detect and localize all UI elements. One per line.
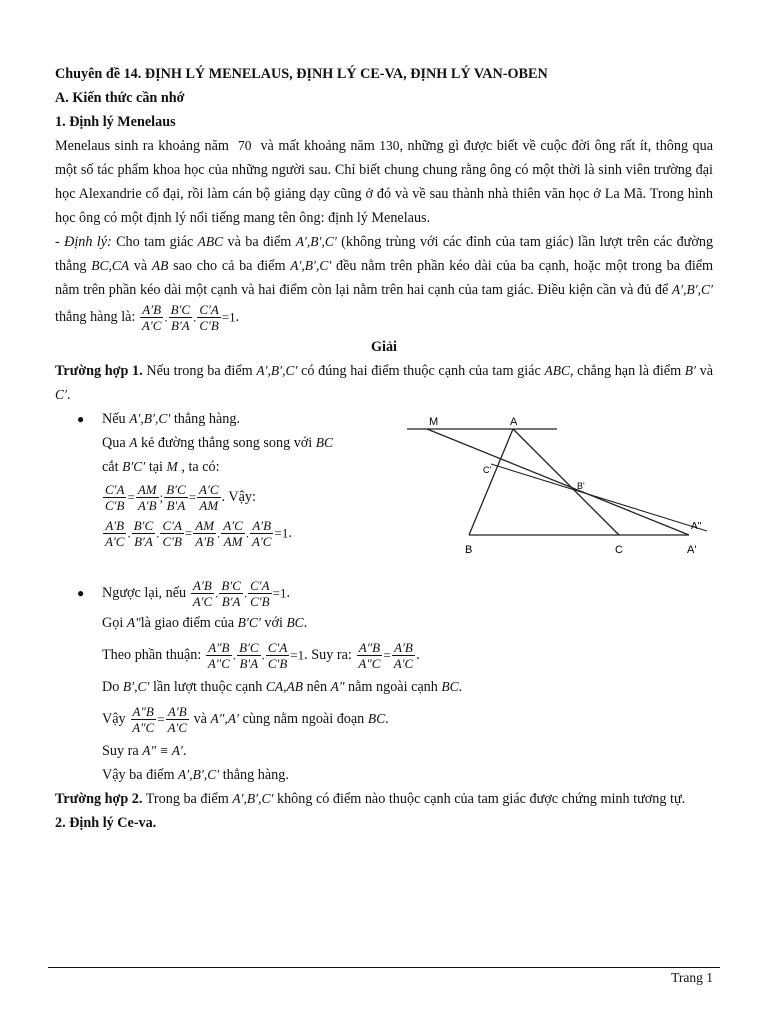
same-side-line: Vậy $\frac{A''B}{A''C}$ = $\frac{A'B}{A'C}$ và A″,A′ cùng nằm ngoài đoạn BC. [102, 704, 389, 736]
label-bp: B' [577, 481, 585, 491]
side-ac [513, 429, 619, 535]
label-c: C [615, 544, 623, 556]
bullet-icon: ● [77, 586, 85, 600]
label-b: B [465, 544, 473, 556]
side-ab [469, 429, 513, 535]
bullet-forward: ● Nếu A′,B′,C′ thẳng hàng. [55, 407, 385, 431]
bullet-icon: ● [77, 412, 85, 426]
theorem-paragraph: - Định lý: Cho tam giác ABC và ba điểm A′,B′,C′ (không trùng với các đỉnh của tam giác) lần lượt trên các đường thẳng BC,CA và AB sao cho cả ba điểm A′,B′,C′ đều nằm trên phần kéo dài của ba cạnh, hoặc một trong ba điểm nằm trên phần kéo dài một cạnh và hai điểm còn lại nằm trên hai cạnh của tam giác. Điều kiện cần và đủ để A′,B′,C′ thẳng hàng là: $\frac{A'B}{A'C}$ . $\frac{B'C}{B'A}$ . $\frac{C'A}{C'B}$ =1. [55, 234, 714, 333]
document-page [55, 62, 713, 835]
proof-column [55, 407, 385, 551]
title: Chuyên đề 14. ĐỊNH LÝ MENELAUS, ĐỊNH LÝ CE-VA, ĐỊNH LÝ VAN-OBEN [55, 66, 548, 82]
footer-divider [48, 967, 720, 968]
case1-block [55, 407, 713, 743]
section-1-heading: 1. Định lý Menelaus [55, 114, 176, 130]
position-line: Do B′,C′ lần lượt thuộc cạnh CA,AB nên A″ nằm ngoài cạnh BC. [102, 679, 463, 695]
frac-apb-apc: $\frac{A'B}{A'C}$ [141, 302, 162, 333]
case1-paragraph: Trường hợp 1. Nếu trong ba điểm A′,B′,C′ có đúng hai điểm thuộc cạnh của tam giác ABC, chẳng hạn là điểm B′ và C′. [55, 363, 714, 403]
ratio-equation: $\frac{C'A}{C'B}$ = $\frac{AM}{A'B}$ ; $\frac{B'C}{B'A}$ = $\frac{A'C}{AM}$ . Vậy: [105, 482, 256, 514]
menelaus-figure [407, 415, 717, 565]
label-app: A'' [691, 521, 702, 532]
transversal [427, 429, 689, 535]
label-m: M [429, 416, 439, 428]
solution-heading: Giải [370, 339, 397, 355]
line-cpbp [491, 464, 707, 531]
define-app-line: Gọi A″là giao điểm của B′C′ với BC. [102, 615, 308, 631]
forward-result-line: Theo phần thuận: $\frac{A''B}{A''C}$ . $\frac{B'C}{B'A}$ . $\frac{C'A}{C'B}$ =1. Suy ra: $\frac{A''B}{A''C}$ = $\frac{A'B}{A'C}$ . [102, 640, 420, 672]
conclusion-line: Vậy ba điểm A′,B′,C′ thẳng hàng. [102, 767, 289, 783]
section-2-heading: 2. Định lý Ce-va. [55, 815, 157, 831]
case2-paragraph: Trường hợp 2. Trong ba điểm A′,B′,C′ không có điểm nào thuộc cạnh của tam giác được chứng minh tương tự. [55, 791, 686, 807]
construct-line: Qua A kẻ đường thẳng song song với BC [102, 435, 334, 451]
intro-paragraph: Menelaus sinh ra khoảng năm 70 và mất khoảng năm 130, những gì được biết về cuộc đời ông rất ít, thông qua một số tác phẩm khoa học của những người sau. Chỉ biết chung chung rằng ông có một thời là sinh viên trường đại học Alexandrie cổ đại, rồi làm cán bộ giảng dạy cũng ở đó và về sau thành nhà thiên văn học ở La Mã. Trong hình học ông có một định lý nổi tiếng mang tên ông: định lý Menelaus. [55, 138, 714, 226]
intersect-line: cắt B′C′ tại M , ta có: [102, 459, 220, 475]
coincide-line: Suy ra A″ ≡ A′. [102, 743, 187, 759]
product-equation: $\frac{A'B}{A'C}$ . $\frac{B'C}{B'A}$ . $\frac{C'A}{C'B}$ = $\frac{AM}{A'B}$ . $\frac{A'C}{AM}$ . $\frac{A'B}{A'C}$ =1. [105, 518, 292, 550]
label-a: A [510, 416, 518, 428]
frac-bpc-bpa: $\frac{B'C}{B'A}$ [170, 302, 191, 333]
converse-block [55, 575, 713, 739]
frac-cpa-cpb: $\frac{C'A}{C'B}$ [199, 302, 219, 333]
label-cp: C' [483, 465, 492, 475]
section-a-heading: A. Kiến thức cần nhớ [55, 90, 185, 106]
page-number: Trang 1 [671, 970, 713, 985]
bullet-converse: ● Ngược lại, nếu $\frac{A'B}{A'C}$ . $\frac{B'C}{B'A}$ . $\frac{C'A}{C'B}$ =1. [55, 575, 713, 611]
label-ap: A' [687, 544, 697, 556]
